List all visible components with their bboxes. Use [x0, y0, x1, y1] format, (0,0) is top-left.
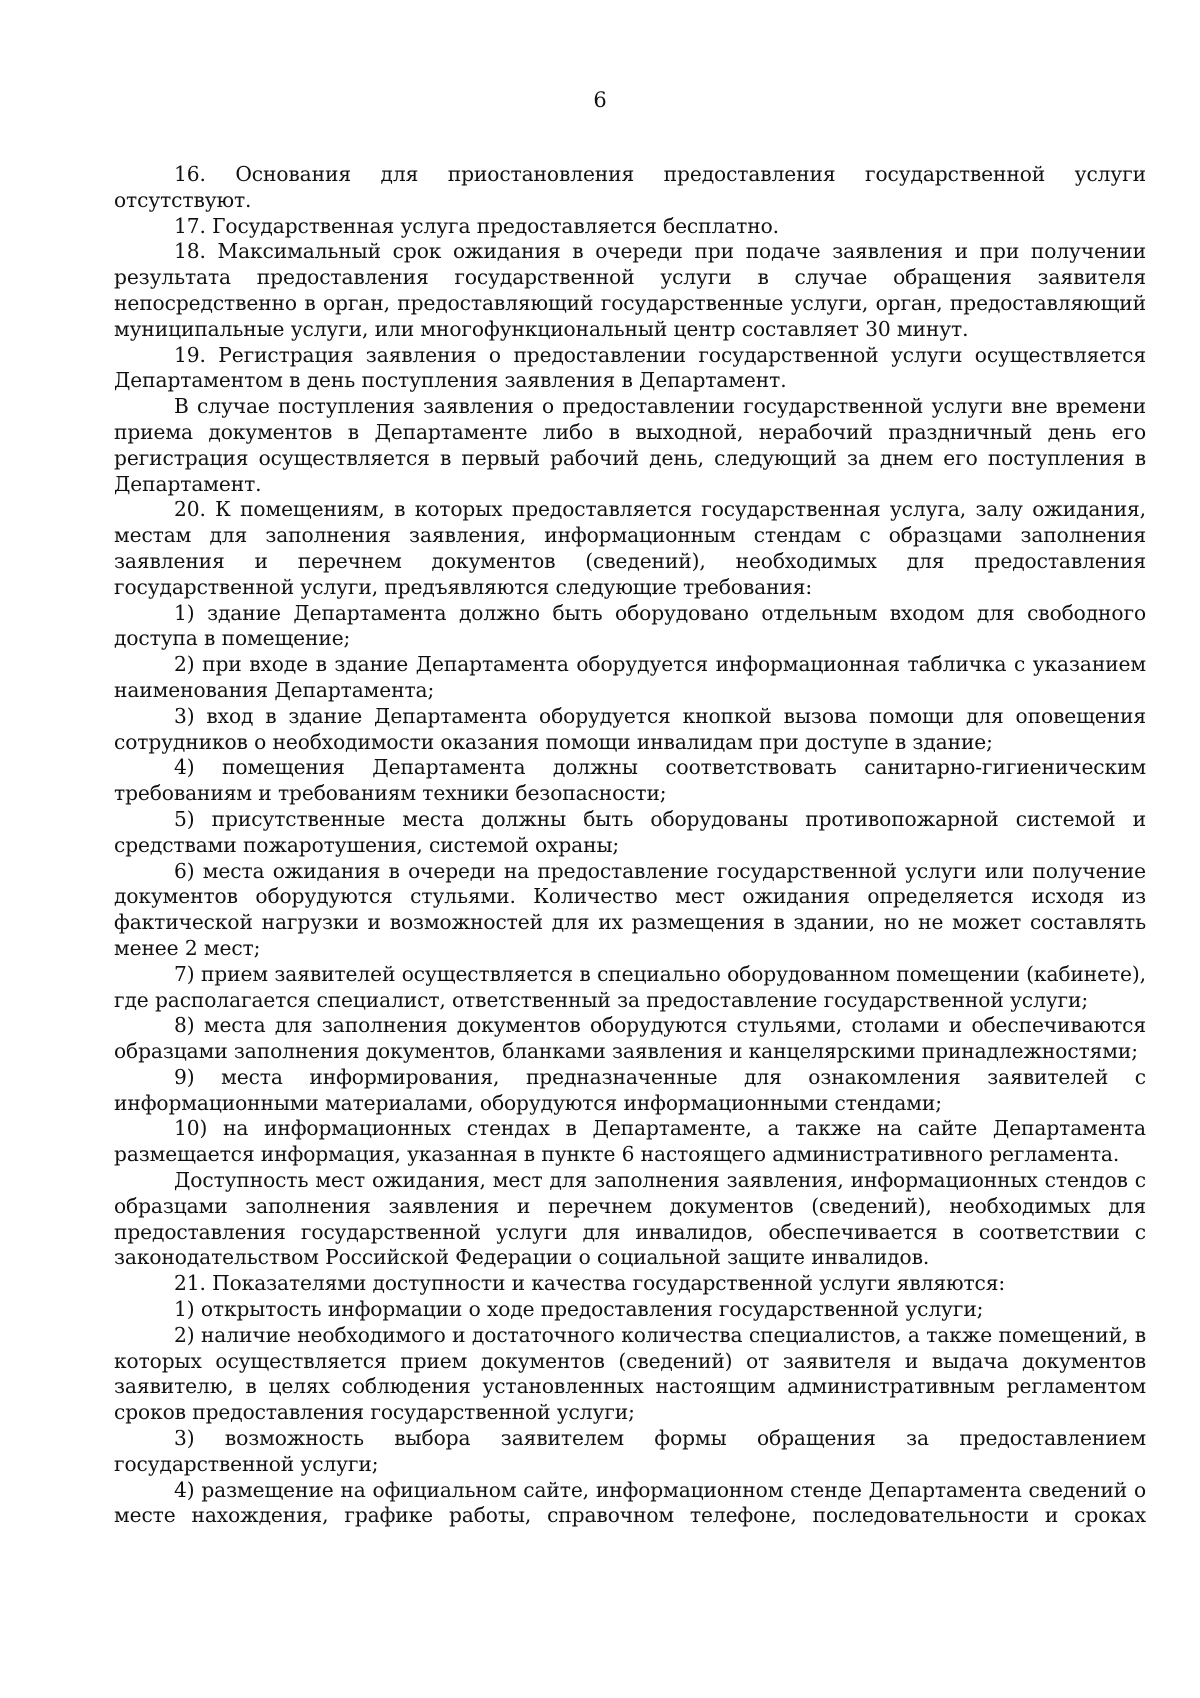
requirement-item-4: 4) помещения Департамента должны соответствовать санитарно-гигиеническим требованиям и требованиям техники безопасности; — [114, 755, 1146, 806]
indicator-item-3: 3) возможность выбора заявителем формы обращения за предоставлением государственной услуги; — [114, 1426, 1146, 1476]
indicator-item-1: 1) открытость информации о ходе предоставления государственной услуги; — [174, 1297, 984, 1322]
paragraph-19: 19. Регистрация заявления о предоставлении государственной услуги осуществляется Департаментом в день поступления заявления в Департамент. — [114, 342, 1146, 393]
paragraph-18: 18. Максимальный срок ожидания в очереди при подаче заявления и при получении результата предоставления государственной услуги в случае обращения заявителя непосредственно в орган, предоставляющий государственные услуги, орган, предоставляющий муниципальные услуги, или многофункциональный центр составляет 30 минут. — [114, 239, 1146, 341]
paragraph-21: 21. Показателями доступности и качества государственной услуги являются: — [174, 1271, 1006, 1296]
requirement-item-10: 10) на информационных стендах в Департаменте, а также на сайте Департамента размещается информация, указанная в пункте 6 настоящего административного регламента. — [114, 1116, 1146, 1167]
requirement-item-8: 8) места для заполнения документов оборудуются стульями, столами и обеспечиваются образцами заполнения документов, бланками заявления и канцелярскими принадлежностями; — [114, 1013, 1146, 1064]
paragraph-20: 20. К помещениям, в которых предоставляется государственная услуга, залу ожидания, местам для заполнения заявления, информационным стендам с образцами заполнения заявления и перечнем документов (сведений), необходимых для предоставления государственной услуги, предъявляются следующие требования: — [114, 497, 1146, 599]
paragraph-19-registration: В случае поступления заявления о предоставлении государственной услуги вне времени приема документов в Департаменте либо в выходной, нерабочий праздничный день его регистрация осуществляется в первый рабочий день, следующий за днем его поступления в Департамент. — [114, 394, 1146, 496]
requirement-item-7: 7) прием заявителей осуществляется в специально оборудованном помещении (кабинете), где располагается специалист, ответственный за предоставление государственной услуги; — [114, 961, 1146, 1012]
document-body — [114, 162, 1146, 1529]
paragraph-16: 16. Основания для приостановления предоставления государственной услуги отсутствуют. — [114, 162, 1146, 212]
indicator-item-4: 4) размещение на официальном сайте, информационном стенде Департамента сведений о месте нахождения, графике работы, справочном телефоне, последовательности и сроках — [114, 1477, 1146, 1528]
requirement-item-9: 9) места информирования, предназначенные для ознакомления заявителей с информационными материалами, оборудуются информационными стендами; — [114, 1064, 1146, 1115]
requirement-item-2: 2) при входе в здание Департамента оборудуется информационная табличка с указанием наименования Департамента; — [114, 652, 1146, 702]
indicator-item-2: 2) наличие необходимого и достаточного количества специалистов, а также помещений, в которых осуществляется прием документов (сведений) от заявителя и выдача документов заявителю, в целях соблюдения установленных настоящим административным регламентом сроков предоставления государственной услуги; — [114, 1322, 1146, 1425]
requirement-item-3: 3) вход в здание Департамента оборудуется кнопкой вызова помощи для оповещения сотрудников о необходимости оказания помощи инвалидам при доступе в здание; — [114, 703, 1146, 754]
requirement-item-5: 5) присутственные места должны быть оборудованы противопожарной системой и средствами пожаротушения, системой охраны; — [114, 806, 1146, 857]
requirement-item-1: 1) здание Департамента должно быть оборудовано отдельным входом для свободного доступа в помещение; — [114, 600, 1146, 651]
accessibility-paragraph: Доступность мест ожидания, мест для заполнения заявления, информационных стендов с образцами заполнения заявления и перечнем документов (сведений), необходимых для предоставления государственной услуги для инвалидов, обеспечивается в соответствии с законодательством Российской Федерации о социальной защите инвалидов. — [114, 1168, 1146, 1270]
requirement-item-6: 6) места ожидания в очереди на предоставление государственной услуги или получение документов оборудуются стульями. Количество мест ожидания определяется исходя из фактической нагрузки и возможностей для их размещения в здании, но не может составлять менее 2 мест; — [114, 858, 1146, 960]
page-number: 6 — [593, 88, 607, 112]
paragraph-17: 17. Государственная услуга предоставляется бесплатно. — [174, 213, 779, 238]
